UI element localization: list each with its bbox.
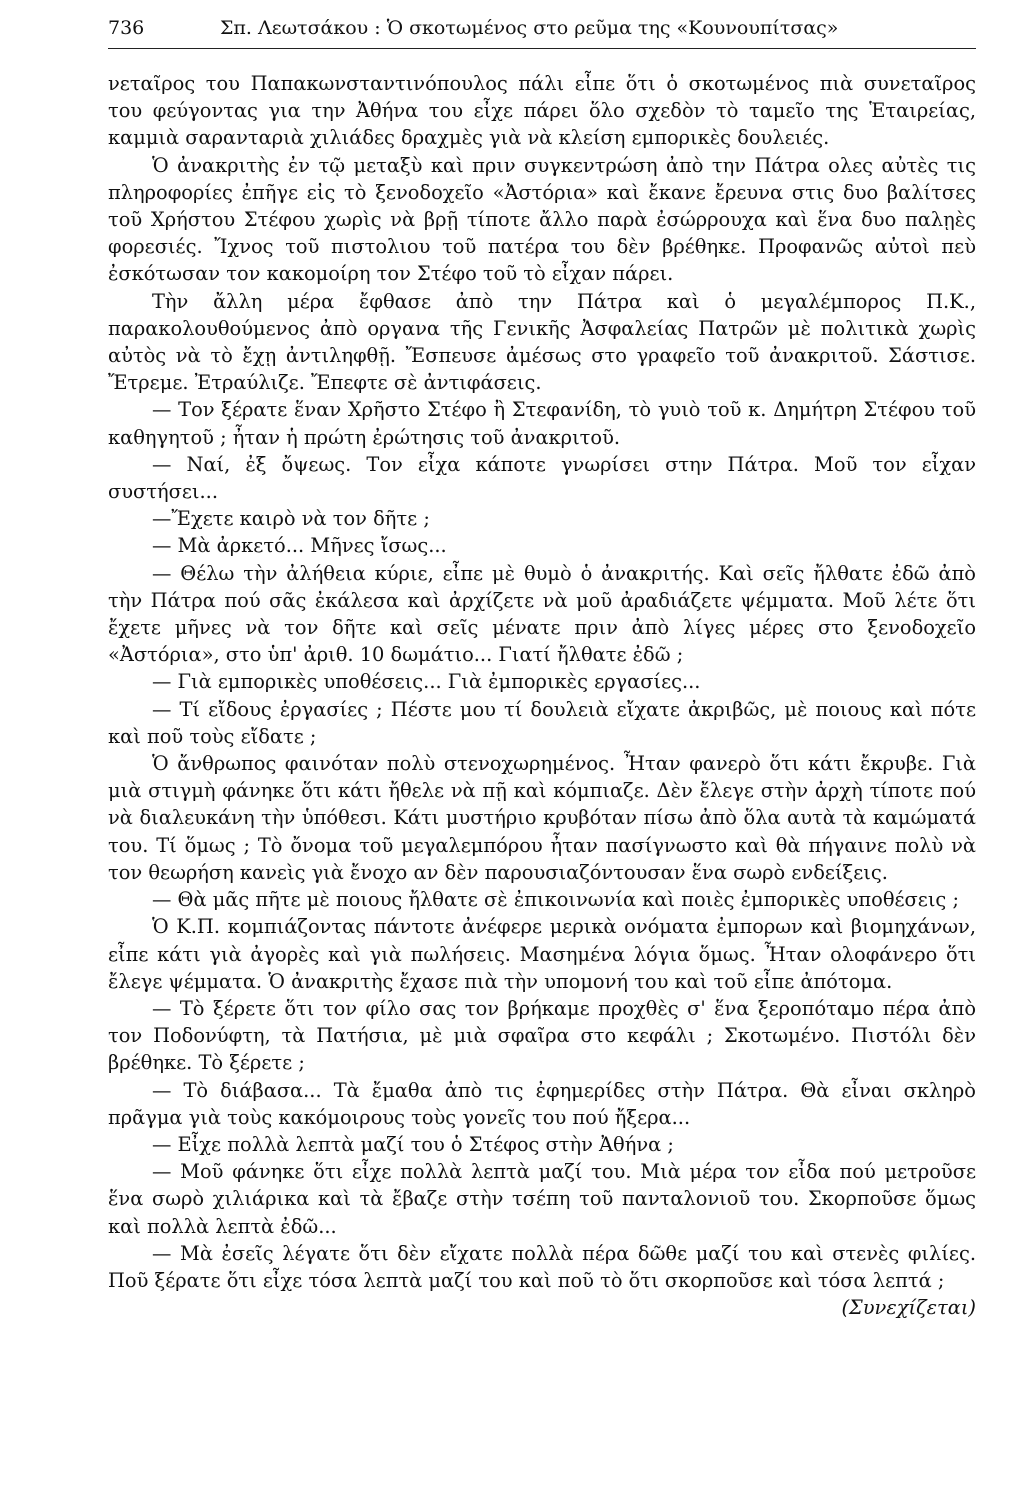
dialogue-line: — Τὸ διάβασα... Τὰ ἔμαθα ἀπὸ τις ἐφημερίδες στὴν Πάτρα. Θὰ εἶναι σκληρὸ πρᾶγμα γιὰ τοὺς κακόμοιρους τοὺς γονεῖς του πού ἤξερα...	[108, 1078, 976, 1129]
page-number: 736	[108, 17, 145, 39]
dialogue-line: — Μοῦ φάνηκε ὅτι εἶχε πολλὰ λεπτὰ μαζί του. Μιὰ μέρα τον εἶδα πού μετροῦσε ἕνα σωρὸ χιλιάρικα καὶ τὰ ἔβαζε στὴν τσέπη τοῦ πανταλονιοῦ του. Σκορποῦσε ὅμως καὶ πολλὰ λεπτὰ ἐδῶ...	[108, 1160, 976, 1238]
paragraph: Ὁ Κ.Π. κομπιάζοντας πάντοτε ἀνέφερε μερικὰ ονόματα ἐμπορων καὶ βιομηχάνων, εἶπε κάτι γιὰ ἀγορὲς καὶ γιὰ πωλήσεις. Μασημένα λόγια ὅμως. Ἦταν ολοφάνερο ὅτι ἔλεγε ψέμματα. Ὁ ἀνακριτὴς ἔχασε πιὰ τὴν υπομονή του καὶ τοῦ εἶπε ἀπότομα.	[108, 915, 976, 993]
continued-label: (Συνεχίζεται)	[841, 1296, 976, 1320]
dialogue-line: — Τὸ ξέρετε ὅτι τον φίλο σας τον βρήκαμε προχθὲς σ' ἕνα ξεροπόταμο πέρα ἀπὸ τον Ποδονύφτη, τὰ Πατήσια, μὲ μιὰ σφαῖρα στο κεφάλι ; Σκοτωμένο. Πιστόλι δὲν βρέθηκε. Τὸ ξέρετε ;	[108, 996, 976, 1075]
dialogue-line: — Τον ξέρατε ἕναν Χρῆστο Στέφο ἢ Στεφανίδη, τὸ γυιὸ τοῦ κ. Δημήτρη Στέφου τοῦ καθηγητοῦ ; ἦταν ἡ πρώτη ἐρώτησις τοῦ ἀνακριτοῦ.	[108, 398, 976, 449]
dialogue-line: — Θέλω τὴν ἀλήθεια κύριε, εἶπε μὲ θυμὸ ὁ ἀνακριτής. Καὶ σεῖς ἤλθατε ἐδῶ ἀπὸ τὴν Πάτρα πού σᾶς ἐκάλεσα καὶ ἀρχίζετε νὰ μοῦ ἀραδιάζετε ψέμματα. Μοῦ λέτε ὅτι ἔχετε μῆνες νὰ τον δῆτε καὶ σεῖς μένατε πριν ἀπὸ λίγες μέρες στο ξενοδοχεῖο «Ἀστόρια», στο ὑπ' ἀριθ. 10 δωμάτιο... Γιατί ἤλθατε ἐδῶ ;	[108, 561, 976, 667]
dialogue-line: — Γιὰ εμπορικὲς υποθέσεις... Γιὰ ἐμπορικὲς εργασίες...	[152, 670, 701, 694]
running-head: Σπ. Λεωτσάκου : Ὁ σκοτωμένος στο ρεῦμα της «Κουνουπίτσας»	[220, 17, 839, 39]
dialogue-line: — Ναί, ἐξ ὄψεως. Τον εἶχα κάποτε γνωρίσει στην Πάτρα. Μοῦ τον εἶχαν συστήσει...	[108, 452, 976, 504]
dialogue-line: —Ἔχετε καιρὸ νὰ τον δῆτε ;	[152, 507, 430, 531]
body-text	[108, 70, 976, 1321]
paragraph: Ὁ ἀνακριτὴς ἐν τῷ μεταξὺ καὶ πριν συγκεντρώση ἀπὸ την Πάτρα ολες αὐτὲς τις πληροφορίες ἐπῆγε εἰς τὸ ξενοδοχεῖο «Ἀστόρια» καὶ ἔκανε ἔρευνα στις δυο βαλίτσες τοῦ Χρήστου Στέφου χωρὶς νὰ βρῇ τίποτε ἄλλο παρὰ ἐσώρρουχα καὶ ἕνα δυο παλῃὲς φορεσιές. Ἴχνος τοῦ πιστολιου τοῦ πατέρα του δὲν βρέθηκε. Προφανῶς αὐτοὶ πεὺ ἐσκότωσαν τον κακομοίρη τον Στέφο τοῦ τὸ εἶχαν πάρει.	[108, 153, 976, 286]
dialogue-line: — Τί εἴδους ἐργασίες ; Πέστε μου τί δουλειὰ εἴχατε ἀκριβῶς, μὲ ποιους καὶ πότε καὶ ποῦ τοὺς εἴδατε ;	[108, 697, 976, 748]
dialogue-line: — Μὰ ἐσεῖς λέγατε ὅτι δὲν εἴχατε πολλὰ πέρα δῶθε μαζί του καὶ στενὲς φιλίες. Ποῦ ξέρατε ὅτι εἶχε τόσα λεπτὰ μαζί του καὶ ποῦ τὸ ὅτι σκορποῦσε καὶ τόσα λεπτά ;	[108, 1241, 976, 1292]
dialogue-line: — Θὰ μᾶς πῆτε μὲ ποιους ἤλθατε σὲ ἐπικοινωνία καὶ ποιὲς ἐμπορικὲς υποθέσεις ;	[152, 888, 959, 912]
paragraph: Ὁ ἄνθρωπος φαινόταν πολὺ στενοχωρημένος. Ἦταν φανερὸ ὅτι κάτι ἔκρυβε. Γιὰ μιὰ στιγμὴ φάνηκε ὅτι κάτι ἤθελε νὰ πῇ καὶ κόμπιαζε. Δὲν ἔλεγε στὴν ἀρχὴ τίποτε πού νὰ διαλευκάνη τὴν ὑπόθεσι. Κάτι μυστήριο κρυβόταν πίσω ἀπὸ ὅλα αυτὰ τὰ καμώματά του. Τί ὅμως ; Τὸ ὄνομα τοῦ μεγαλεμπόρου ἦταν πασίγνωστο καὶ θὰ πήγαινε πολὺ νὰ τον θεωρήση κανεὶς γιὰ ἔνοχο αν δὲν παρουσιαζόντουσαν ἕνα σωρὸ ενδείξεις.	[108, 752, 976, 884]
dialogue-line: — Μὰ ἀρκετό... Μῆνες ἴσως...	[152, 534, 447, 558]
header-rule	[108, 48, 976, 49]
paragraph: Τὴν ἄλλη μέρα ἔφθασε ἀπὸ την Πάτρα καὶ ὁ μεγαλέμπορος Π.Κ., παρακολουθούμενος ἀπὸ οργανα τῆς Γενικῆς Ἀσφαλείας Πατρῶν μὲ πολιτικὰ χωρὶς αὐτὸς νὰ τὸ ἔχῃ ἀντιληφθῇ. Ἔσπευσε ἀμέσως στο γραφεῖο τοῦ ἀνακριτοῦ. Σάστισε. Ἔτρεμε. Ἐτραύλιζε. Ἔπεφτε σὲ ἀντιφάσεις.	[108, 289, 976, 395]
paragraph: νεταῖρος του Παπακωνσταντινόπουλος πάλι εἶπε ὅτι ὁ σκοτωμένος πιὰ συνεταῖρος του φεύγοντας για την Ἀθήνα του εἶχε πάρει ὅλο σχεδὸν τὸ ταμεῖο της Ἑταιρείας, καμμιὰ σαρανταριὰ χιλιάδες δραχμὲς γιὰ νὰ κλείση εμπορικὲς δουλειές.	[108, 72, 976, 150]
dialogue-line: — Εἶχε πολλὰ λεπτὰ μαζί του ὁ Στέφος στὴν Ἀθήνα ;	[152, 1132, 674, 1156]
